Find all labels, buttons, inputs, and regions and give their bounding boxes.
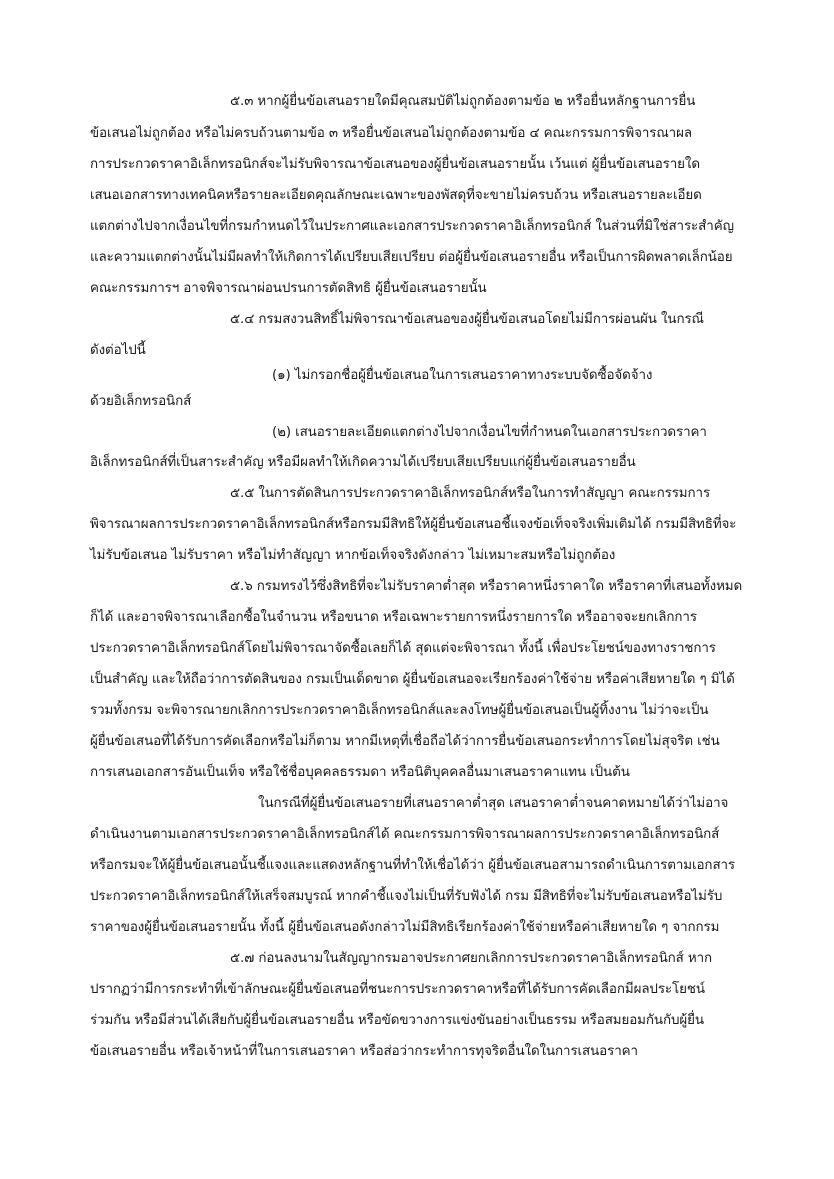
- text-line: (๒) เสนอรายละเอียดแตกต่างไปจากเงื่อนไขที่กำหนดในเอกสารประกวดราคา: [272, 425, 707, 440]
- text-line: แตกต่างไปจากเงื่อนไขที่กรมกำหนดไว้ในประกาศและเอกสารประกวดราคาอิเล็กทรอนิกส์ ในส่วนที่มิใช่สาระสำคัญ: [90, 219, 734, 234]
- text-line: อิเล็กทรอนิกส์ที่เป็นสาระสำคัญ หรือมีผลทำให้เกิดความได้เปรียบเสียเปรียบแก่ผู้ยื่นข้อเสนอรายอื่น: [90, 455, 636, 470]
- text-line: ไม่รับข้อเสนอ ไม่รับราคา หรือไม่ทำสัญญา หากข้อเท็จจริงดังกล่าว ไม่เหมาะสมหรือไม่ถูกต้อง: [90, 548, 616, 563]
- text-line: ในกรณีที่ผู้ยื่นข้อเสนอรายที่เสนอราคาต่ำสุด เสนอราคาต่ำจนคาดหมายได้ว่าไม่อาจ: [258, 796, 729, 811]
- text-line: ๕.๕ ในการตัดสินการประกวดราคาอิเล็กทรอนิกส์หรือในการทำสัญญา คณะกรรมการ: [230, 486, 711, 501]
- text-line: (๑) ไม่กรอกชื่อผู้ยื่นข้อเสนอในการเสนอราคาทางระบบจัดซื้อจัดจ้าง: [272, 368, 653, 383]
- text-line: การประกวดราคาอิเล็กทรอนิกส์จะไม่รับพิจารณาข้อเสนอของผู้ยื่นข้อเสนอรายนั้น เว้นแต่ ผู้ยื่นข้อเสนอรายใด: [90, 157, 700, 172]
- text-line: ๕.๗ ก่อนลงนามในสัญญากรมอาจประกาศยกเลิกการประกวดราคาอิเล็กทรอนิกส์ หาก: [230, 951, 713, 966]
- text-line: ร่วมกัน หรือมีส่วนได้เสียกับผู้ยื่นข้อเสนอรายอื่น หรือขัดขวางการแข่งขันอย่างเป็นธรรม หรือสมยอมกันกับผู้ยื่น: [90, 1013, 704, 1028]
- text-line: ราคาของผู้ยื่นข้อเสนอรายนั้น ทั้งนี้ ผู้ยื่นข้อเสนอดังกล่าวไม่มีสิทธิเรียกร้องค่าใช้จ่ายหรือค่าเสียหายใด ๆ จากกรม: [90, 920, 720, 935]
- text-line: ก็ได้ และอาจพิจารณาเลือกซื้อในจำนวน หรือขนาด หรือเฉพาะรายการหนึ่งรายการใด หรืออาจจะยกเลิกการ: [90, 610, 697, 625]
- text-line: คณะกรรมการฯ อาจพิจารณาผ่อนปรนการตัดสิทธิ ผู้ยื่นข้อเสนอรายนั้น: [90, 281, 487, 296]
- text-line: พิจารณาผลการประกวดราคาอิเล็กทรอนิกส์หรือกรมมีสิทธิให้ผู้ยื่นข้อเสนอชี้แจงข้อเท็จจริงเพิ่มเติมได้ กรมมีสิทธิที่จะ: [90, 517, 737, 532]
- text-line: ๕.๖ กรมทรงไว้ซึ่งสิทธิที่จะไม่รับราคาต่ำสุด หรือราคาหนึ่งราคาใด หรือราคาที่เสนอทั้งหมด: [230, 579, 743, 594]
- text-line: ข้อเสนอรายอื่น หรือเจ้าหน้าที่ในการเสนอราคา หรือส่อว่ากระทำการทุจริตอื่นใดในการเสนอราคา: [90, 1044, 638, 1059]
- text-line: เป็นสำคัญ และให้ถือว่าการตัดสินของ กรมเป็นเด็ดขาด ผู้ยื่นข้อเสนอจะเรียกร้องค่าใช้จ่าย หรือค่าเสียหายใด ๆ มิได้: [90, 672, 735, 687]
- text-line: และความแตกต่างนั้นไม่มีผลทำให้เกิดการได้เปรียบเสียเปรียบ ต่อผู้ยื่นข้อเสนอรายอื่น หรือเป็นการผิดพลาดเล็กน้อย: [90, 250, 733, 265]
- text-line: ๕.๓ หากผู้ยื่นข้อเสนอรายใดมีคุณสมบัติไม่ถูกต้องตามข้อ ๒ หรือยื่นหลักฐานการยื่น: [230, 94, 696, 109]
- text-line: การเสนอเอกสารอันเป็นเท็จ หรือใช้ชื่อบุคคลธรรมดา หรือนิติบุคคลอื่นมาเสนอราคาแทน เป็นต้น: [90, 765, 630, 780]
- text-line: หรือกรมจะให้ผู้ยื่นข้อเสนอนั้นชี้แจงและแสดงหลักฐานที่ทำให้เชื่อได้ว่า ผู้ยื่นข้อเสนอสามารถดำเนินการตามเอกสาร: [90, 858, 736, 873]
- text-line: ดำเนินงานตามเอกสารประกวดราคาอิเล็กทรอนิกส์ได้ คณะกรรมการพิจารณาผลการประกวดราคาอิเล็กทรอนิกส์: [90, 827, 720, 842]
- text-line: ประกวดราคาอิเล็กทรอนิกส์ให้เสร็จสมบูรณ์ หากคำชี้แจงไม่เป็นที่รับฟังได้ กรม มีสิทธิที่จะไม่รับข้อเสนอหรือไม่รับ: [90, 889, 723, 904]
- text-line: รวมทั้งกรม จะพิจารณายกเลิกการประกวดราคาอิเล็กทรอนิกส์และลงโทษผู้ยื่นข้อเสนอเป็นผู้ทิ้งงาน ไม่ว่าจะเป็น: [90, 703, 709, 718]
- text-line: ประกวดราคาอิเล็กทรอนิกส์โดยไม่พิจารณาจัดซื้อเลยก็ได้ สุดแต่จะพิจารณา ทั้งนี้ เพื่อประโยชน์ของทางราชการ: [90, 641, 716, 656]
- text-line: ปรากฏว่ามีการกระทำที่เข้าลักษณะผู้ยื่นข้อเสนอที่ชนะการประกวดราคาหรือที่ได้รับการคัดเลือกมีผลประโยชน์: [90, 982, 705, 997]
- text-line: ด้วยอิเล็กทรอนิกส์: [90, 394, 192, 409]
- text-line: เสนอเอกสารทางเทคนิคหรือรายละเอียดคุณลักษณะเฉพาะของพัสดุที่จะขายไม่ครบถ้วน หรือเสนอรายละเอียด: [90, 188, 702, 203]
- text-line: ดังต่อไปนี้: [90, 343, 146, 358]
- text-line: ๕.๔ กรมสงวนสิทธิ์ไม่พิจารณาข้อเสนอของผู้ยื่นข้อเสนอโดยไม่มีการผ่อนผัน ในกรณี: [230, 312, 704, 327]
- text-line: ข้อเสนอไม่ถูกต้อง หรือไม่ครบถ้วนตามข้อ ๓ หรือยื่นข้อเสนอไม่ถูกต้องตามข้อ ๔ คณะกรรมการพิจารณาผล: [90, 126, 692, 141]
- text-line: ผู้ยื่นข้อเสนอที่ได้รับการคัดเลือกหรือไม่ก็ตาม หากมีเหตุที่เชื่อถือได้ว่าการยื่นข้อเสนอกระทำการโดยไม่สุจริต เช่น: [90, 734, 720, 749]
